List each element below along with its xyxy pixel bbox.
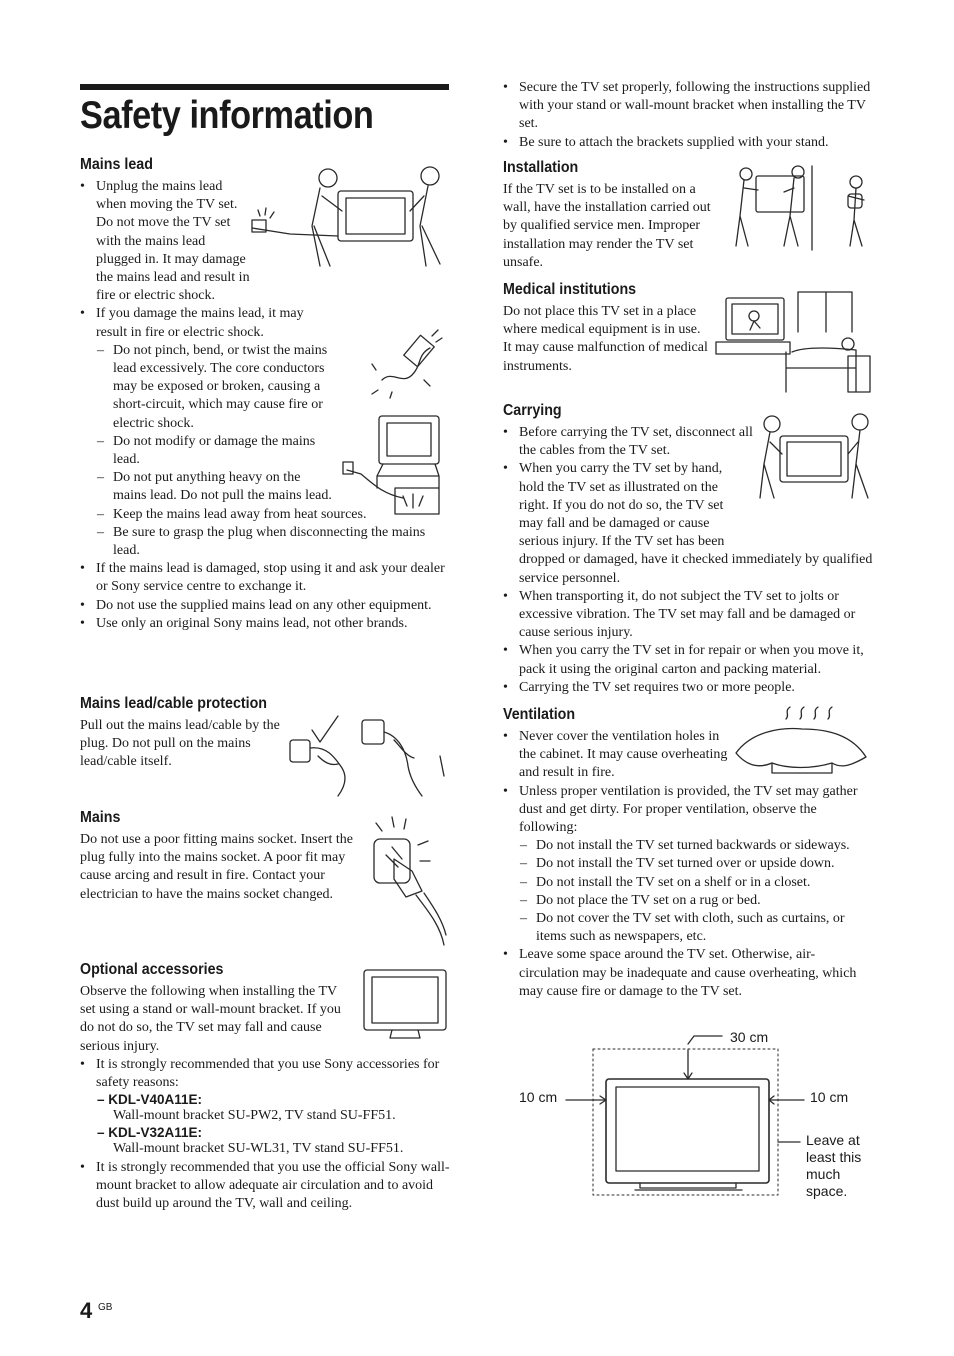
medical-room-illustration xyxy=(716,292,872,392)
model-kdl-v32a11e: – KDL-V32A11E: xyxy=(97,1125,203,1141)
list-item: • Do not use the supplied mains lead on any other equipment. xyxy=(80,597,450,615)
clearance-diagram xyxy=(520,1030,830,1200)
sub-list-item: – Do not pinch, bend, or twist the mains lead excessively. The core conductors may be exposed or broken, causing a short-circuit, which may cause fire or electric shock. xyxy=(80,342,336,433)
covered-tv-illustration xyxy=(732,713,870,777)
heading-medical-institutions: Medical institutions xyxy=(503,281,637,298)
sub-list-item: – Do not cover the TV set with cloth, such as curtains, or items such as newspapers, etc. xyxy=(503,910,873,946)
model-kdl-v40a11e-text: Wall-mount bracket SU-PW2, TV stand SU-FF51. xyxy=(113,1108,396,1124)
sub-list-item: – Do not install the TV set turned backwards or sideways. xyxy=(503,837,873,855)
mains-text: Do not use a poor fitting mains socket. Insert the plug fully into the mains socket. A poor fit may cause arcing and result in fire. Contact your electrician to have the mains socket changed. xyxy=(80,832,353,902)
list-item: • Unless proper ventilation is provided, the TV set may gather dust and get dirty. For proper ventilation, observe the following: xyxy=(503,783,873,838)
list-item: • Leave some space around the TV set. Otherwise, air-circulation may be inadequate and cause overheating, which may cause fire or damage to the TV set. xyxy=(503,946,873,1001)
wall-installation-illustration xyxy=(724,166,874,250)
right-arrow xyxy=(769,1096,778,1104)
sub-list-item: – Do not put anything heavy on the mains lead. Do not pull the mains lead. xyxy=(80,469,336,505)
clearance-left-label: 10 cm xyxy=(519,1089,558,1105)
list-item: • When you carry the TV set by hand, hold the TV set as illustrated on the right. If you do not do so, the TV set may fall and be damaged or cause serious injury. If the TV set has been dropped or damaged, have it checked immediately by qualified service personnel. xyxy=(503,460,873,587)
sub-list-item: – Keep the mains lead away from heat sources. xyxy=(80,506,450,524)
top-arrow xyxy=(684,1050,692,1079)
tv-on-stand-illustration xyxy=(362,968,448,1040)
cable-protection-text: Pull out the mains lead/cable by the plug. Do not pull on the mains lead/cable itself. xyxy=(80,718,280,770)
list-item: • Never cover the ventilation holes in the cabinet. It may cause overheating and result in fire. xyxy=(503,728,729,783)
tv-stand xyxy=(635,1183,742,1190)
left-arrow xyxy=(594,1096,606,1104)
list-item: • Use only an original Sony mains lead, not other brands. xyxy=(80,615,450,633)
list-item: • Unplug the mains lead when moving the TV set. Do not move the TV set with the mains lead plugged in. It may damage the mains lead and result in fire or electric shock. xyxy=(80,178,450,305)
list-item: • It is strongly recommended that you use Sony accessories for safety reasons: xyxy=(80,1056,450,1092)
title-rule xyxy=(80,84,449,90)
clearance-top-label: 30 cm xyxy=(730,1029,769,1045)
heading-carrying: Carrying xyxy=(503,402,562,419)
heading-ventilation: Ventilation xyxy=(503,706,576,723)
top-leader-line xyxy=(688,1036,722,1044)
list-item: • Secure the TV set properly, following the instructions supplied with your stand or wall-mount bracket when installing the TV set. xyxy=(503,79,873,134)
installation-text: If the TV set is to be installed on a wall, have the installation carried out by qualified service men. Improper installation may render the TV set unsafe. xyxy=(503,182,711,270)
clearance-boundary xyxy=(593,1049,778,1195)
list-item: • Carrying the TV set requires two or more people. xyxy=(503,679,873,697)
optional-intro-text: Observe the following when installing the TV set using a stand or wall-mount bracket. If you do not do so, the TV set may fall and cause serious injury. xyxy=(80,984,341,1054)
page-suffix: GB xyxy=(98,1302,113,1313)
tv-on-cable-illustration xyxy=(343,414,447,516)
list-item: • If the mains lead is damaged, stop using it and ask your dealer or Sony service centre to exchange it. xyxy=(80,560,450,596)
list-item: • If you damage the mains lead, it may result in fire or electric shock. xyxy=(80,305,326,341)
tv-screen xyxy=(616,1087,759,1171)
sub-list-item: – Be sure to grasp the plug when disconnecting the mains lead. xyxy=(80,524,450,560)
model-kdl-v32a11e-text: Wall-mount bracket SU-WL31, TV stand SU-FF51. xyxy=(113,1141,404,1157)
twisted-plug-illustration xyxy=(372,330,442,400)
model-kdl-v40a11e: – KDL-V40A11E: xyxy=(97,1092,203,1108)
clearance-right-label: 10 cm xyxy=(810,1089,849,1105)
pull-plug-illustration xyxy=(290,716,450,800)
sub-list-item: – Do not place the TV set on a rug or bed. xyxy=(503,892,873,910)
page-number: 4 xyxy=(80,1298,93,1323)
sub-list-item: – Do not install the TV set turned over or upside down. xyxy=(503,855,873,873)
carry-tv-with-plug-illustration xyxy=(250,166,450,271)
section-mounting-notes xyxy=(503,79,873,152)
list-item: • Before carrying the TV set, disconnect all the cables from the TV set. xyxy=(503,424,753,460)
heading-cable-protection: Mains lead/cable protection xyxy=(80,695,268,712)
list-item: • Be sure to attach the brackets supplied with your stand. xyxy=(503,134,873,152)
sub-list-item: – Do not install the TV set on a shelf or in a closet. xyxy=(503,874,873,892)
clearance-note-label: Leave at least this much space. xyxy=(806,1132,862,1199)
medical-text: Do not place this TV set in a place where medical equipment is in use. It may cause malfunction of medical instruments. xyxy=(503,304,708,374)
loose-plug-arcing-illustration xyxy=(372,815,450,947)
page-title: Safety information xyxy=(80,94,374,137)
list-item: • It is strongly recommended that you use the official Sony wall-mount bracket to allow adequate air circulation and to avoid dust build up around the TV, wall and ceiling. xyxy=(80,1159,450,1214)
tv-outline xyxy=(606,1079,769,1183)
heading-mains: Mains xyxy=(80,809,121,826)
heading-mains-lead: Mains lead xyxy=(80,156,153,173)
list-item: • When you carry the TV set in for repair or when you move it, pack it using the original carton and packing material. xyxy=(503,642,873,678)
heading-optional-accessories: Optional accessories xyxy=(80,961,224,978)
list-item: • When transporting it, do not subject the TV set to jolts or excessive vibration. The TV set may fall and be damaged or cause serious injury. xyxy=(503,588,873,643)
sub-list-item: – Do not modify or damage the mains lead. xyxy=(80,433,336,469)
heading-installation: Installation xyxy=(503,159,579,176)
carry-tv-illustration xyxy=(756,414,874,500)
